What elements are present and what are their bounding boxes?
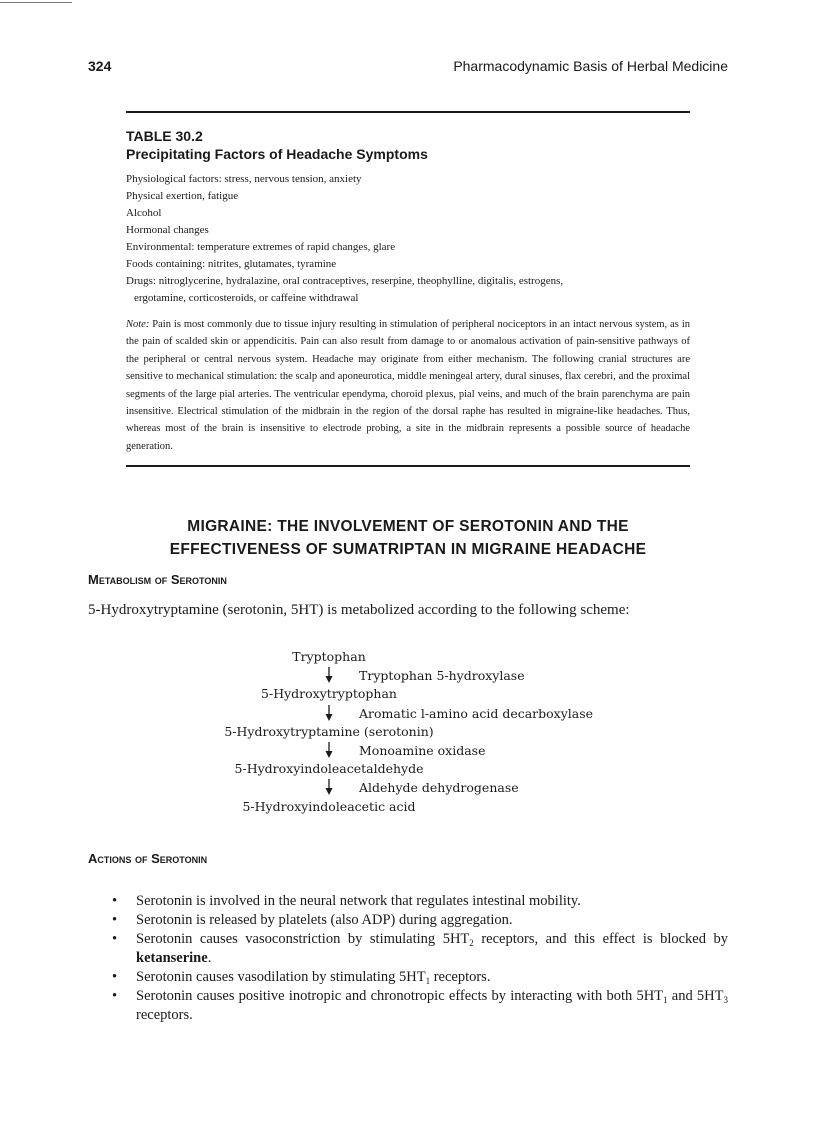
- table-factor: ergotamine, corticosteroids, or caffeine withdrawal: [134, 292, 359, 304]
- drug-name: ketanserine: [136, 950, 208, 966]
- table-30-2: [126, 111, 690, 467]
- table-factor: Foods containing: nitrites, glutamates, tyramine: [126, 258, 337, 270]
- table-bottom-rule: [126, 465, 690, 467]
- list-item: • Serotonin causes positive inotropic and chronotropic effects by interacting with both $5HT_1$ and $5HT_3$ receptors.: [112, 988, 729, 1023]
- table-note: [126, 316, 690, 455]
- scheme-enzyme: Monoamine oxidase: [359, 743, 486, 758]
- scheme-compound: 5-Hydroxyindoleacetaldehyde: [234, 761, 424, 776]
- running-title: Pharmacodynamic Basis of Herbal Medicine: [453, 58, 728, 74]
- table-note-text: Pain is most commonly due to tissue injury resulting in stimulation of peripheral nociceptors in an intact nervous system, as in the pain of scalded skin or appendicitis. Pain can also result from damage to or anomalous activation of pain-sensitive pathways of the peripheral or central nervous system. Headache may originate from either mechanism. The following cranial structures are sensitive to mechanical stimulation: the scalp and aponeurotica, middle meningeal artery, dural sinuses, flax cerebri, and the proximal segments of the large pial arteries. The ventricular ependyma, choroid plexus, pial veins, and much of the brain parenchyma are pain insensitive. Electrical stimulation of the midbrain in the region of the dorsal raphe has resulted in migraine-like headaches. Thus, whereas most of the brain is insensitive to electrode probing, a site in the midbrain represents a possible source of headache generation.: [126, 319, 691, 452]
- table-factor: Environmental: temperature extremes of rapid changes, glare: [126, 241, 396, 253]
- table-factor: Alcohol: [126, 207, 162, 219]
- scheme-compound: 5-Hydroxytryptophan: [261, 686, 397, 701]
- list-item: • Serotonin causes vasodilation by stimulating $5HT_1$ receptors.: [112, 969, 491, 986]
- table-title: Precipitating Factors of Headache Symptoms: [126, 146, 428, 162]
- scheme-arrow: [323, 667, 335, 683]
- section-heading-line: EFFECTIVENESS OF SUMATRIPTAN IN MIGRAINE HEADACHE: [169, 541, 647, 558]
- section-heading-line: MIGRAINE: THE INVOLVEMENT OF SEROTONIN AND THE: [187, 518, 629, 535]
- scheme-enzyme: Aromatic l-amino acid decarboxylase: [359, 706, 594, 721]
- metabolism-heading: Metabolism of Serotonin: [88, 572, 227, 587]
- scheme-enzyme: Tryptophan 5-hydroxylase: [359, 668, 525, 683]
- bullet-symbol: •: [112, 893, 118, 909]
- table-factor: Hormonal changes: [126, 224, 209, 236]
- bullet-symbol: •: [112, 988, 118, 1004]
- actions-list: [112, 892, 728, 1025]
- bullet-symbol: •: [112, 931, 118, 947]
- metabolism-intro: 5-Hydroxytryptamine (serotonin, 5HT) is metabolized according to the following scheme:: [88, 602, 630, 618]
- scheme-arrow: [323, 705, 335, 721]
- table-note-label: Note:: [126, 319, 150, 330]
- table-factor: Physiological factors: stress, nervous tension, anxiety: [126, 173, 362, 185]
- table-top-rule: [126, 111, 690, 113]
- table-factor: Drugs: nitroglycerine, hydralazine, oral contraceptives, reserpine, theophylline, digitalis, estrogens,: [126, 275, 564, 287]
- corner-crop-mark: [0, 0, 72, 3]
- scheme-enzyme: Aldehyde dehydrogenase: [359, 780, 519, 795]
- page-number: 324: [88, 58, 112, 74]
- section-heading: [88, 515, 728, 561]
- list-item: • Serotonin causes vasoconstriction by stimulating $5HT_2$ receptors, and this effect is blocked by ketanserine.: [112, 931, 729, 966]
- scheme-compound: 5-Hydroxytryptamine (serotonin): [224, 724, 434, 739]
- list-item: • Serotonin is released by platelets (also ADP) during aggregation.: [112, 912, 513, 928]
- bullet-symbol: •: [112, 912, 118, 928]
- actions-heading: Actions of Serotonin: [88, 851, 208, 866]
- table-factor: Physical exertion, fatigue: [126, 190, 239, 202]
- scheme-compound: Tryptophan: [292, 649, 366, 664]
- list-item: • Serotonin is involved in the neural network that regulates intestinal mobility.: [112, 893, 581, 909]
- table-number: TABLE 30.2: [126, 128, 203, 144]
- scheme-compound: 5-Hydroxyindoleacetic acid: [242, 799, 416, 814]
- bullet-symbol: •: [112, 969, 118, 985]
- scheme-arrow: [323, 779, 335, 795]
- scheme-arrow: [323, 742, 335, 758]
